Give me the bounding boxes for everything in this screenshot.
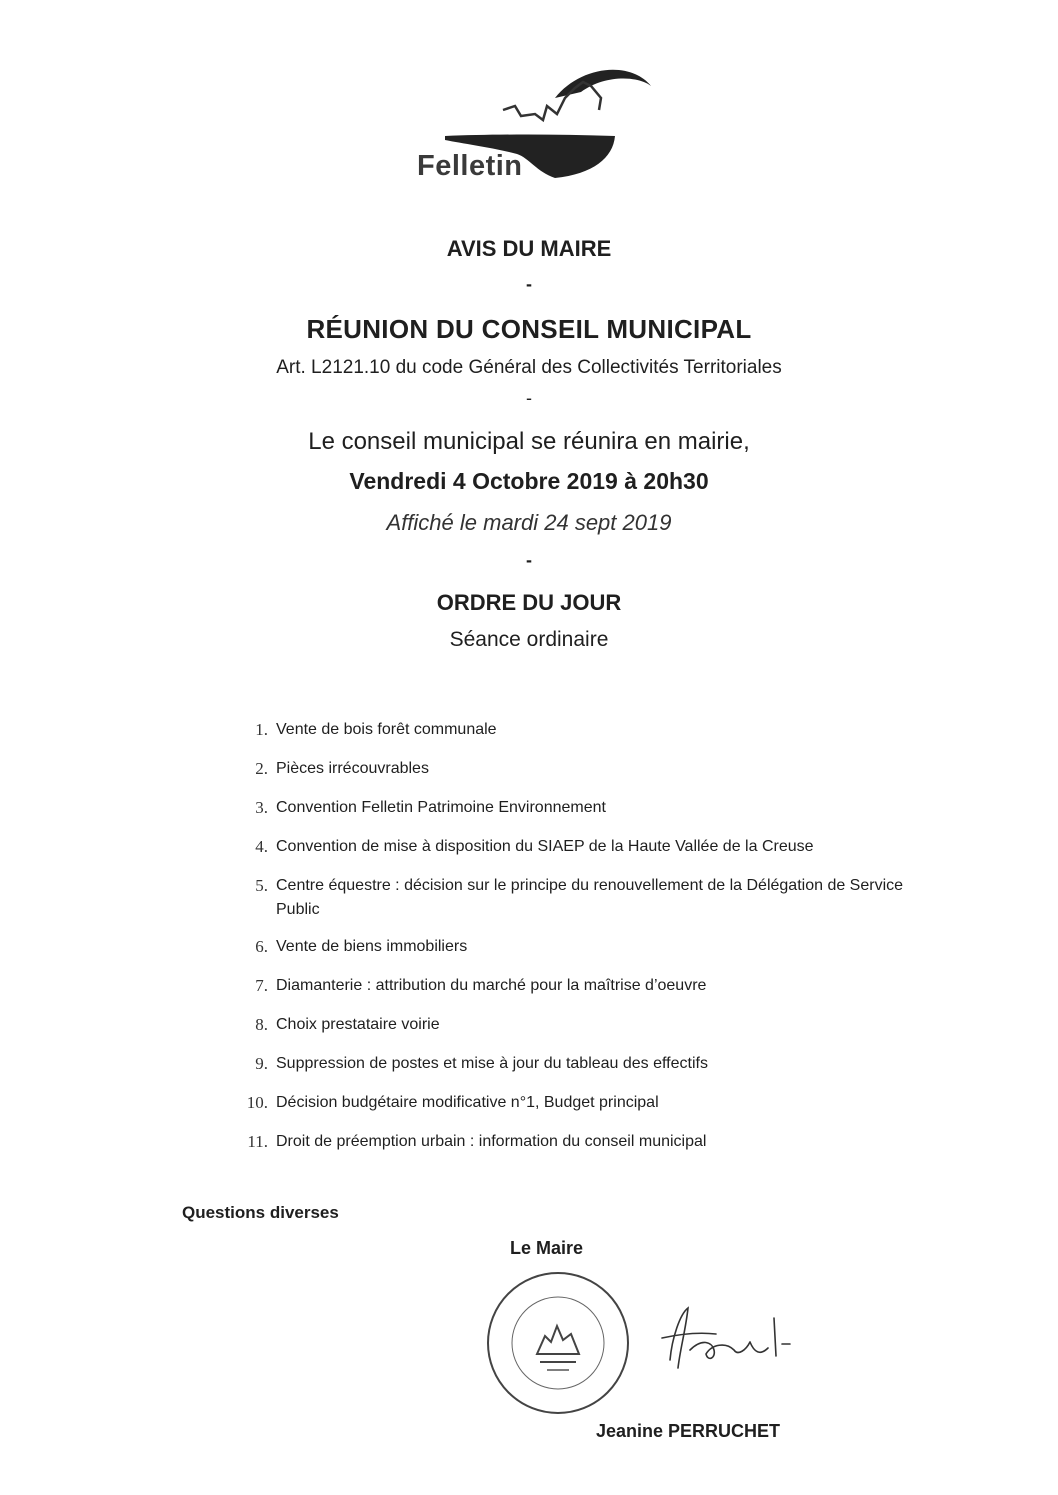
- agenda-item-text: Vente de biens immobiliers: [276, 938, 468, 955]
- agenda-item: [236, 1052, 936, 1076]
- mayor-name: Jeanine PERRUCHET: [596, 1421, 781, 1441]
- agenda-item-text: Suppression de postes et mise à jour du tableau des effectifs: [276, 1055, 708, 1072]
- mayor-label: Le Maire: [510, 1238, 584, 1258]
- agenda-item-number: 5.: [255, 876, 268, 895]
- agenda-item: [236, 1091, 936, 1115]
- agenda-item-text: Vente de bois forêt communale: [276, 721, 497, 738]
- agenda-item-text: Pièces irrécouvrables: [276, 760, 429, 777]
- agenda-item-number: 2.: [255, 759, 268, 778]
- agenda-item-number: 1.: [255, 720, 268, 739]
- agenda-item-text: Centre équestre : décision sur le principe du renouvellement de la Délégation de Service Public: [276, 877, 904, 918]
- meeting-date: Vendredi 4 Octobre 2019 à 20h30: [349, 468, 709, 494]
- agenda-item-number: 7.: [255, 976, 268, 995]
- agenda-item-number: 9.: [255, 1054, 268, 1073]
- agenda-list: [236, 718, 936, 1154]
- mayor-signature: [650, 1298, 800, 1378]
- agenda-item-text: Convention Felletin Patrimoine Environnement: [276, 799, 606, 816]
- agenda-item: [236, 796, 936, 820]
- other-questions-heading: Questions diverses: [182, 1203, 339, 1222]
- agenda-item: [236, 1130, 936, 1154]
- agenda-item: [236, 1013, 936, 1037]
- separator: -: [526, 274, 532, 294]
- agenda-item-text: Décision budgétaire modificative n°1, Budget principal: [276, 1094, 659, 1111]
- agenda-item-text: Convention de mise à disposition du SIAEP de la Haute Vallée de la Creuse: [276, 838, 814, 855]
- agenda-item: [236, 757, 936, 781]
- agenda-item: [236, 835, 936, 859]
- agenda-item-number: 4.: [255, 837, 268, 856]
- logo-text: Felletin: [417, 150, 523, 182]
- felletin-logo: [405, 58, 665, 188]
- separator: -: [526, 550, 532, 570]
- posted-date: Affiché le mardi 24 sept 2019: [386, 510, 672, 535]
- town-hall-stamp: [485, 1270, 631, 1416]
- agenda-item-number: 11.: [247, 1132, 268, 1151]
- agenda-item-number: 8.: [255, 1015, 268, 1034]
- agenda-heading: ORDRE DU JOUR: [436, 590, 622, 615]
- session-type: Séance ordinaire: [449, 628, 609, 651]
- agenda-item-text: Choix prestataire voirie: [276, 1016, 440, 1033]
- meeting-title: RÉUNION DU CONSEIL MUNICIPAL: [306, 314, 752, 344]
- notice-heading: AVIS DU MAIRE: [446, 236, 612, 261]
- agenda-item-number: 10.: [246, 1093, 268, 1112]
- agenda-item-number: 3.: [255, 798, 268, 817]
- agenda-item-text: Droit de préemption urbain : information du conseil municipal: [276, 1133, 707, 1150]
- legal-reference: Art. L2121.10 du code Général des Collectivités Territoriales: [276, 357, 782, 378]
- agenda-item: [236, 718, 936, 742]
- meeting-location-line: Le conseil municipal se réunira en mairie,: [308, 428, 750, 455]
- agenda-item-number: 6.: [255, 937, 268, 956]
- separator: -: [526, 388, 532, 408]
- agenda-item: [236, 874, 936, 922]
- agenda-item-text: Diamanterie : attribution du marché pour la maîtrise d’oeuvre: [276, 977, 707, 994]
- agenda-item: [236, 974, 936, 998]
- agenda-item: [236, 935, 936, 959]
